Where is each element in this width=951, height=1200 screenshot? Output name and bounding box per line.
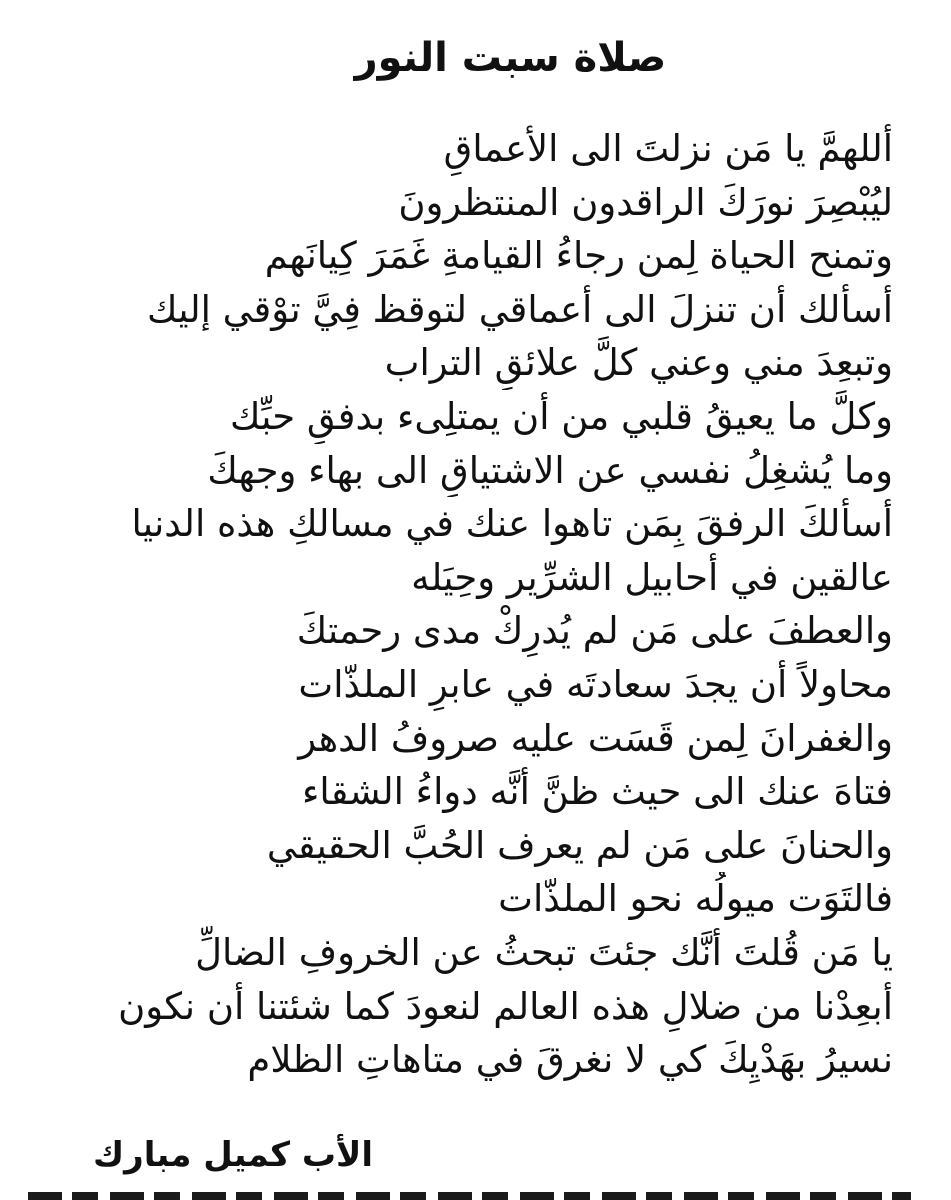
poem-line: فتاهَ عنك الى حيث ظنَّ أنَّه دواءُ الشقاء [301,770,893,814]
poem-line: وما يُشغِلُ نفسي عن الاشتياقِ الى بهاء وجهكَ [207,448,893,492]
poem-line: أسألك أن تنزلَ الى أعماقي لتوقظ فِيَّ توْقي إليك [147,287,893,331]
poem-line: أبعِدْنا من ضلالِ هذه العالم لنعودَ كما شئتنا أن نكون [118,984,893,1028]
poem-line: وتبعِدَ مني وعني كلَّ علائقِ التراب [384,341,893,385]
poem-line: نسيرُ بهَدْيِكَ كي لا نغرقَ في متاهاتِ الظلام [247,1038,893,1082]
poem-line: أللهمَّ يا مَن نزلتَ الى الأعماقِ [443,127,893,170]
poem-line: ليُبْصِرَ نورَكَ الراقدون المنتظرونَ [398,180,893,224]
poem-line: عالقين في أحابيل الشرِّير وحِيَله [411,555,893,599]
poem-line: يا مَن قُلتَ أنَّك جئتَ تبحثُ عن الخروفِ الضالِّ [195,930,893,974]
poem-line: محاولاً أن يجدَ سعادتَه في عابرِ الملذّات [298,662,893,706]
cropped-next-line [28,1192,911,1200]
poem-line: والعطفَ على مَن لم يُدرِكْ مدى رحمتكَ [296,609,893,653]
poem-body [43,122,893,1087]
poem-line: فالتَوَت ميولُه نحو الملذّات [498,877,893,921]
poem-line: وتمنح الحياة لِمن رجاءُ القيامةِ غَمَرَ كِيانَهم [264,234,893,278]
poem-line: والحنانَ على مَن لم يعرف الحُبَّ الحقيقي [266,823,893,867]
document-title: صلاة سبت النور [354,35,667,81]
poem-line: والغفرانَ لِمن قَسَت عليه صروفُ الدهر [298,716,893,760]
author-signature: الأب كميل مبارك [92,1135,373,1175]
poem-line: أسألكَ الرفقَ بِمَن تاهوا عنك في مسالكِ هذه الدنيا [131,502,893,546]
poem-line: وكلَّ ما يعيقُ قلبي من أن يمتلِىء بدفقِ حبِّك [229,394,893,438]
